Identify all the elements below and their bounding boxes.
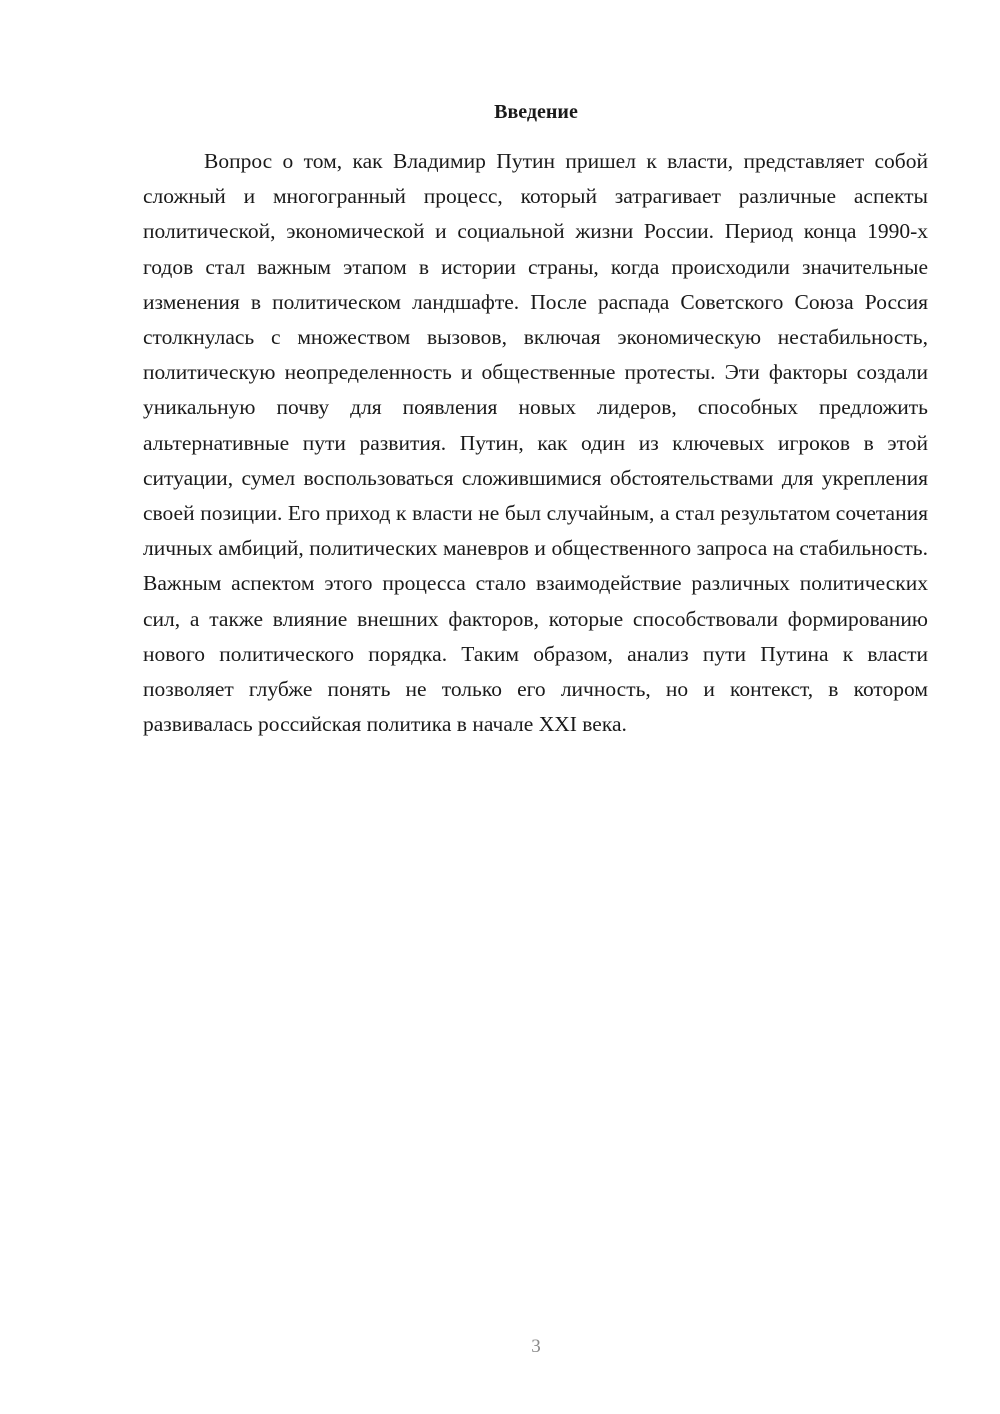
body-paragraph: Вопрос о том, как Владимир Путин пришел к власти, представляет собой сложный и многогранный процесс, который затрагивает различные аспекты политической, экономической и социальной жизни России. Период конца 1990-х годов стал важным этапом в истории страны, когда происходили значительные изменения в политическом ландшафте. После распада Советского Союза Россия столкнулась с множеством вызовов, включая экономическую нестабильность, политическую неопределенность и общественные протесты. Эти факторы создали уникальную почву для появления новых лидеров, способных предложить альтернативные пути развития. Путин, как один из ключевых игроков в этой ситуации, сумел воспользоваться сложившимися обстоятельствами для укрепления своей позиции. Его приход к власти не был случайным, а стал результатом сочетания личных амбиций, политических маневров и общественного запроса на стабильность. Важным аспектом этого процесса стало взаимодействие различных политических сил, а также влияние внешних факторов, которые способствовали формированию нового политического порядка. Таким образом, анализ пути Путина к власти позволяет глубже понять не только его личность, но и контекст, в котором развивалась российская политика в начале XXI века.: [143, 149, 928, 737]
page-number: 3: [531, 1336, 541, 1357]
section-heading: Введение: [494, 101, 578, 123]
